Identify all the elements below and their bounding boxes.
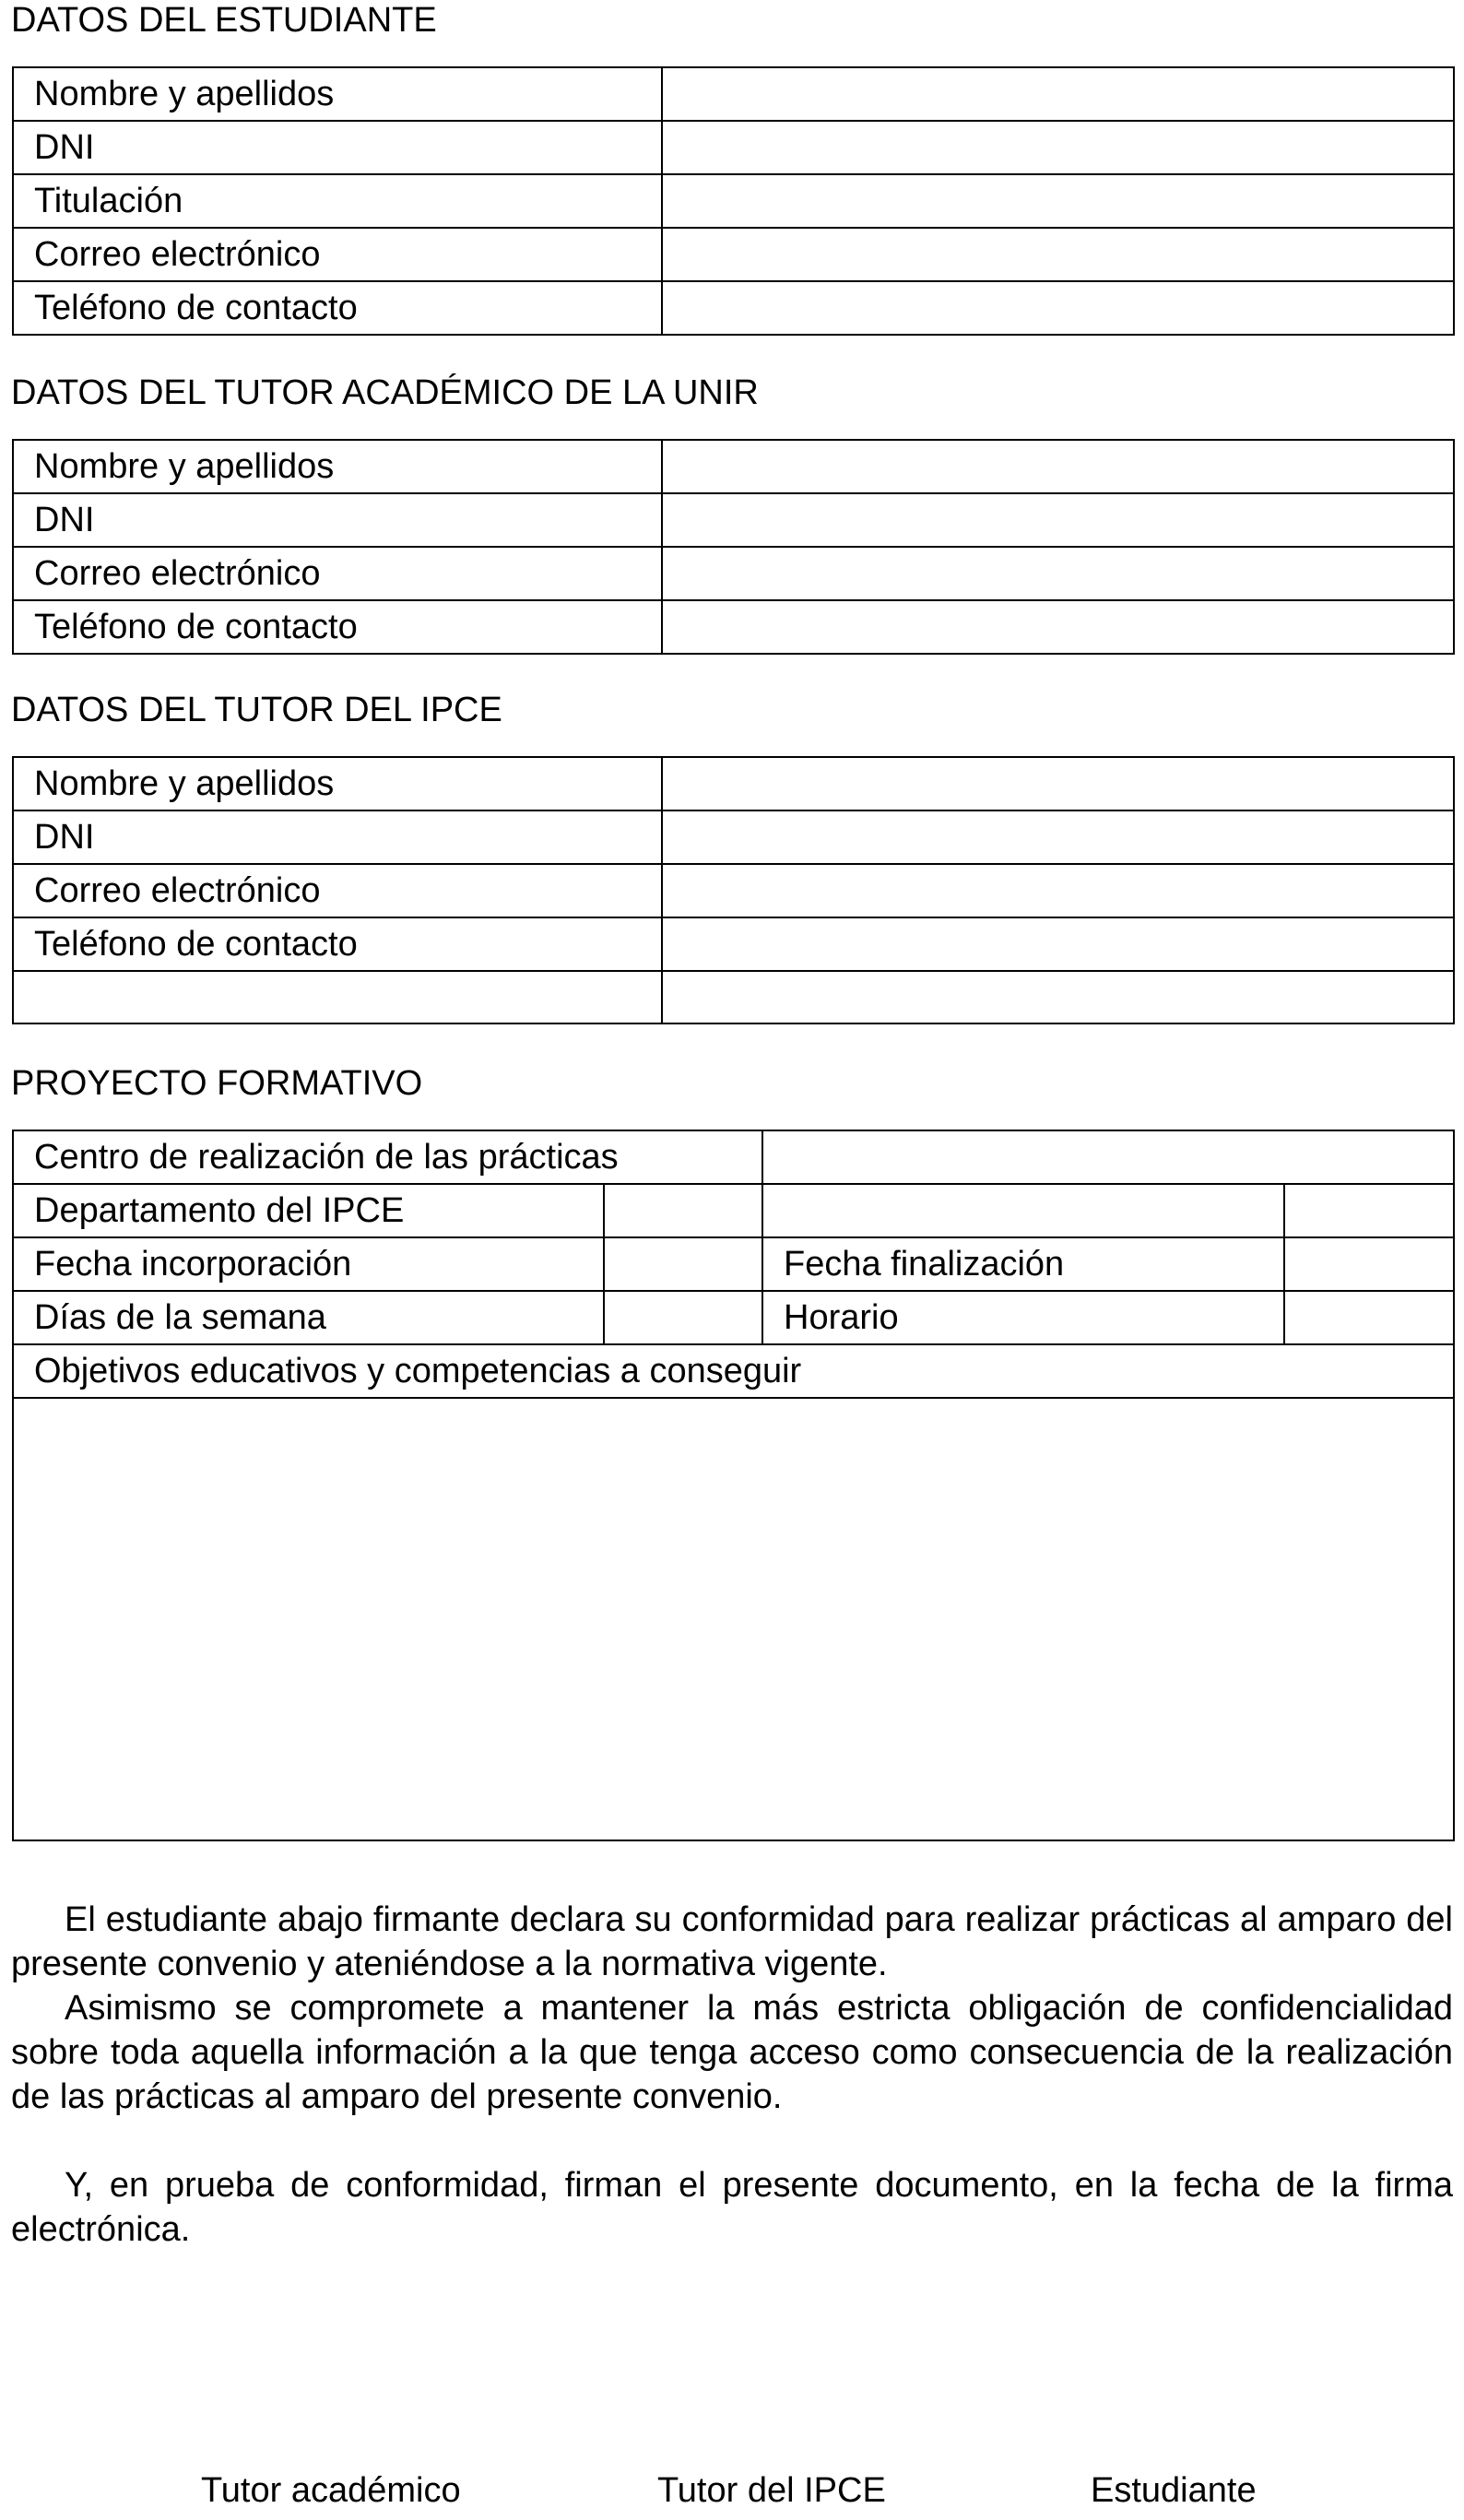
ipce-tutor-email-field[interactable] bbox=[662, 864, 1454, 917]
declaration-paragraph: El estudiante abajo firmante declara su conformidad para realizar prácticas al amparo del presente convenio y ateniéndose a la normativa vigente. bbox=[11, 1900, 1453, 1983]
objectives-textarea[interactable] bbox=[13, 1398, 1454, 1840]
table-row bbox=[13, 864, 1454, 917]
end-date-field[interactable] bbox=[1284, 1237, 1454, 1291]
table-row bbox=[13, 810, 1454, 864]
weekdays-field[interactable] bbox=[604, 1291, 762, 1344]
project-table bbox=[12, 1130, 1455, 1841]
student-section-heading: DATOS DEL ESTUDIANTE bbox=[11, 1, 437, 40]
ipce-tutor-phone-field[interactable] bbox=[662, 917, 1454, 971]
field-label: DNI bbox=[13, 493, 662, 547]
table-row bbox=[13, 174, 1454, 228]
end-date-label: Fecha finalización bbox=[762, 1237, 1284, 1291]
conformity-paragraph: Y, en prueba de conformidad, firman el presente documento, en la fecha de la firma electrónica. bbox=[11, 2166, 1453, 2249]
table-row bbox=[13, 493, 1454, 547]
schedule-label: Horario bbox=[762, 1291, 1284, 1344]
student-dni-field[interactable] bbox=[662, 121, 1454, 174]
table-row bbox=[13, 757, 1454, 810]
table-row bbox=[13, 1398, 1454, 1840]
empty-cell[interactable] bbox=[762, 1184, 1284, 1237]
weekdays-label: Días de la semana bbox=[13, 1291, 604, 1344]
field-label: Nombre y apellidos bbox=[13, 757, 662, 810]
field-label: Nombre y apellidos bbox=[13, 67, 662, 121]
confidentiality-paragraph: Asimismo se compromete a mantener la más estricta obligación de confidencialidad sobre toda aquella información a la que tenga acceso como consecuencia de la realización de las prácticas al amparo del presente convenio. bbox=[11, 1989, 1453, 2116]
table-row bbox=[13, 228, 1454, 281]
field-label: Nombre y apellidos bbox=[13, 440, 662, 493]
signature-student: Estudiante bbox=[1091, 2471, 1257, 2510]
field-label: Correo electrónico bbox=[13, 864, 662, 917]
schedule-field[interactable] bbox=[1284, 1291, 1454, 1344]
signature-ipce-tutor: Tutor del IPCE bbox=[657, 2471, 886, 2510]
project-section-heading: PROYECTO FORMATIVO bbox=[11, 1064, 423, 1103]
ipce-tutor-dni-field[interactable] bbox=[662, 810, 1454, 864]
table-row bbox=[13, 1344, 1454, 1398]
unir-tutor-email-field[interactable] bbox=[662, 547, 1454, 600]
ipce-tutor-name-field[interactable] bbox=[662, 757, 1454, 810]
table-row bbox=[13, 440, 1454, 493]
student-name-field[interactable] bbox=[662, 67, 1454, 121]
table-row bbox=[13, 67, 1454, 121]
empty-label-cell bbox=[13, 971, 662, 1023]
unir-tutor-section-heading: DATOS DEL TUTOR ACADÉMICO DE LA UNIR bbox=[11, 373, 759, 412]
field-label: DNI bbox=[13, 810, 662, 864]
unir-tutor-dni-field[interactable] bbox=[662, 493, 1454, 547]
department-label: Departamento del IPCE bbox=[13, 1184, 604, 1237]
start-date-field[interactable] bbox=[604, 1237, 762, 1291]
unir-tutor-phone-field[interactable] bbox=[662, 600, 1454, 654]
start-date-label: Fecha incorporación bbox=[13, 1237, 604, 1291]
table-row bbox=[13, 971, 1454, 1023]
table-row bbox=[13, 121, 1454, 174]
student-degree-field[interactable] bbox=[662, 174, 1454, 228]
table-row bbox=[13, 1291, 1454, 1344]
student-data-table bbox=[12, 66, 1455, 336]
table-row bbox=[13, 281, 1454, 335]
field-label: Teléfono de contacto bbox=[13, 917, 662, 971]
center-label: Centro de realización de las prácticas bbox=[13, 1130, 762, 1184]
table-row bbox=[13, 1130, 1454, 1184]
field-label: Teléfono de contacto bbox=[13, 281, 662, 335]
ipce-tutor-extra-field[interactable] bbox=[662, 971, 1454, 1023]
table-row bbox=[13, 600, 1454, 654]
table-row bbox=[13, 547, 1454, 600]
ipce-tutor-data-table bbox=[12, 756, 1455, 1024]
student-phone-field[interactable] bbox=[662, 281, 1454, 335]
unir-tutor-name-field[interactable] bbox=[662, 440, 1454, 493]
table-row bbox=[13, 917, 1454, 971]
center-field[interactable] bbox=[762, 1130, 1454, 1184]
field-label: Teléfono de contacto bbox=[13, 600, 662, 654]
table-row bbox=[13, 1184, 1454, 1237]
signature-academic-tutor: Tutor académico bbox=[201, 2471, 461, 2510]
field-label: Titulación bbox=[13, 174, 662, 228]
empty-cell[interactable] bbox=[1284, 1184, 1454, 1237]
student-email-field[interactable] bbox=[662, 228, 1454, 281]
ipce-tutor-section-heading: DATOS DEL TUTOR DEL IPCE bbox=[11, 691, 502, 729]
unir-tutor-data-table bbox=[12, 439, 1455, 655]
field-label: Correo electrónico bbox=[13, 228, 662, 281]
field-label: Correo electrónico bbox=[13, 547, 662, 600]
objectives-label: Objetivos educativos y competencias a conseguir bbox=[13, 1344, 1454, 1398]
table-row bbox=[13, 1237, 1454, 1291]
field-label: DNI bbox=[13, 121, 662, 174]
department-field[interactable] bbox=[604, 1184, 762, 1237]
